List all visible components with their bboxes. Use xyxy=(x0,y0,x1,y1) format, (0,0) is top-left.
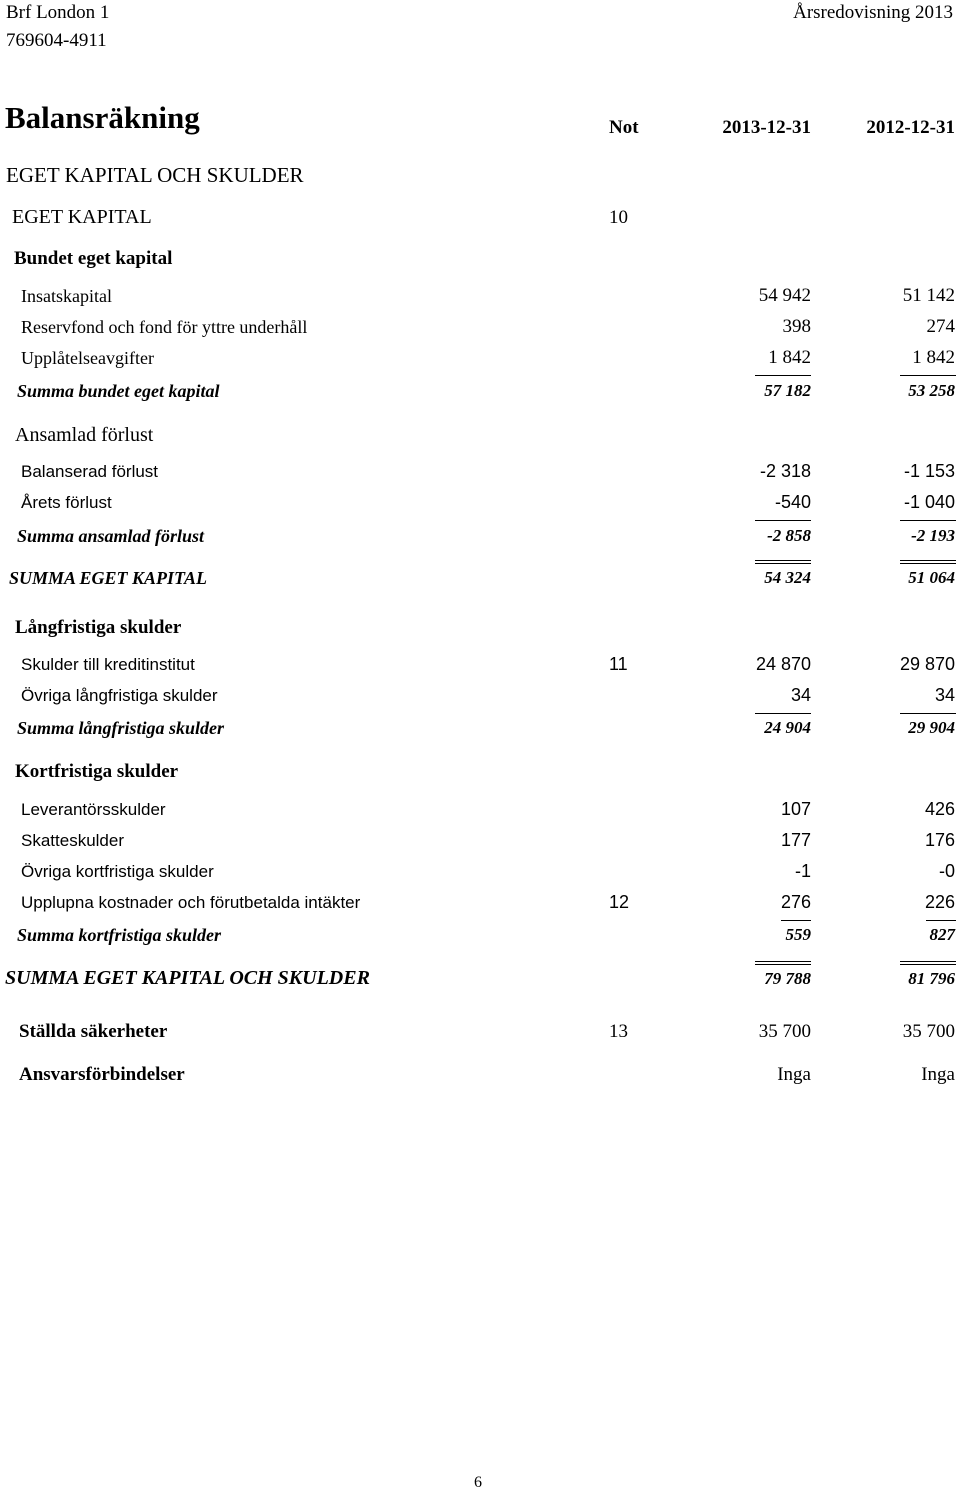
row-value-previous: 226 xyxy=(924,892,955,912)
row-value-current: 34 xyxy=(790,685,811,705)
grand-total-label: SUMMA EGET KAPITAL OCH SKULDER xyxy=(5,967,370,989)
subtotal-current: 57 182 xyxy=(764,381,811,400)
row-value-current: 276 xyxy=(780,892,811,912)
row-label: Övriga kortfristiga skulder xyxy=(21,862,214,881)
row-label: Upplupna kostnader och förutbetalda intäkter xyxy=(21,893,361,912)
pledged-assets-label: Ställda säkerheter xyxy=(19,1021,168,1042)
subtotal-rule xyxy=(900,713,956,714)
row-value-current: -1 xyxy=(794,861,811,881)
row-value-current: 107 xyxy=(780,799,811,819)
subtotal-previous: 29 904 xyxy=(908,718,955,737)
org-name: Brf London 1 xyxy=(6,2,110,23)
subtotal-previous: 53 258 xyxy=(908,381,955,400)
subtotal-label: Summa bundet eget kapital xyxy=(17,381,220,401)
row-value-previous: 29 870 xyxy=(899,654,955,674)
column-heading-current: 2013-12-31 xyxy=(722,117,811,138)
row-value-current: -540 xyxy=(774,492,811,512)
row-value-previous: 51 142 xyxy=(902,285,955,306)
subtotal-current: 24 904 xyxy=(764,718,811,737)
equity-total-label: SUMMA EGET KAPITAL xyxy=(9,568,208,588)
subtotal-rule xyxy=(926,920,956,921)
pledged-assets-note: 13 xyxy=(609,1021,628,1042)
row-value-previous: 274 xyxy=(926,316,955,337)
subtotal-previous: -2 193 xyxy=(911,526,955,545)
column-heading-note: Not xyxy=(609,117,639,138)
equity-note: 10 xyxy=(609,207,628,228)
row-label: Skatteskulder xyxy=(21,831,124,850)
row-value-previous: 34 xyxy=(934,685,955,705)
subtotal-label: Summa kortfristiga skulder xyxy=(17,925,222,945)
row-value-current: 177 xyxy=(780,830,811,850)
subtotal-label: Summa ansamlad förlust xyxy=(17,526,205,546)
row-value-current: 54 942 xyxy=(758,285,811,306)
page-title: Balansräkning xyxy=(5,100,200,135)
contingent-liabilities-current: Inga xyxy=(777,1064,811,1085)
equity-total-current: 54 324 xyxy=(764,568,811,587)
org-number: 769604-4911 xyxy=(6,30,107,51)
section-heading: EGET KAPITAL OCH SKULDER xyxy=(6,163,304,187)
grand-total-previous: 81 796 xyxy=(908,969,955,988)
row-value-current: 398 xyxy=(782,316,811,337)
row-label: Balanserad förlust xyxy=(21,462,159,481)
subtotal-rule xyxy=(781,920,811,921)
row-value-current: 1 842 xyxy=(768,347,811,368)
row-label: Reservfond och fond för yttre underhåll xyxy=(21,317,308,337)
total-double-rule xyxy=(900,560,956,564)
grand-total-current: 79 788 xyxy=(764,969,811,988)
contingent-liabilities-previous: Inga xyxy=(921,1064,955,1085)
row-note: 11 xyxy=(609,654,628,674)
pledged-assets-previous: 35 700 xyxy=(902,1021,955,1042)
long-term-heading: Långfristiga skulder xyxy=(15,617,182,638)
subtotal-rule xyxy=(755,520,811,521)
short-term-heading: Kortfristiga skulder xyxy=(15,761,179,782)
grand-total-double-rule xyxy=(900,961,956,965)
row-value-previous: -0 xyxy=(938,861,955,881)
subtotal-previous: 827 xyxy=(929,925,955,944)
row-label: Upplåtelseavgifter xyxy=(21,348,154,368)
row-value-previous: -1 153 xyxy=(903,461,955,481)
subtotal-rule xyxy=(900,375,956,376)
row-label: Skulder till kreditinstitut xyxy=(21,655,195,674)
row-value-previous: 426 xyxy=(924,799,955,819)
row-value-current: -2 318 xyxy=(759,461,811,481)
page-number: 6 xyxy=(474,1474,482,1491)
row-value-previous: 176 xyxy=(924,830,955,850)
subtotal-current: -2 858 xyxy=(767,526,811,545)
row-value-previous: 1 842 xyxy=(912,347,955,368)
contingent-liabilities-label: Ansvarsförbindelser xyxy=(19,1064,185,1085)
row-value-current: 24 870 xyxy=(755,654,811,674)
total-double-rule xyxy=(755,560,811,564)
accumulated-loss-heading: Ansamlad förlust xyxy=(15,424,154,446)
column-heading-previous: 2012-12-31 xyxy=(866,117,955,138)
subtotal-rule xyxy=(755,375,811,376)
row-label: Övriga långfristiga skulder xyxy=(21,686,218,705)
subtotal-rule xyxy=(755,713,811,714)
row-value-previous: -1 040 xyxy=(903,492,955,512)
restricted-equity-heading: Bundet eget kapital xyxy=(14,248,173,269)
grand-total-double-rule xyxy=(755,961,811,965)
row-label: Insatskapital xyxy=(21,286,112,306)
row-note: 12 xyxy=(609,892,630,912)
subtotal-current: 559 xyxy=(785,925,811,944)
equity-total-previous: 51 064 xyxy=(908,568,955,587)
equity-heading: EGET KAPITAL xyxy=(12,206,152,228)
row-label: Leverantörsskulder xyxy=(21,800,166,819)
report-title: Årsredovisning 2013 xyxy=(793,2,953,23)
pledged-assets-current: 35 700 xyxy=(758,1021,811,1042)
subtotal-rule xyxy=(900,520,956,521)
subtotal-label: Summa långfristiga skulder xyxy=(17,718,225,738)
row-label: Årets förlust xyxy=(21,493,112,512)
